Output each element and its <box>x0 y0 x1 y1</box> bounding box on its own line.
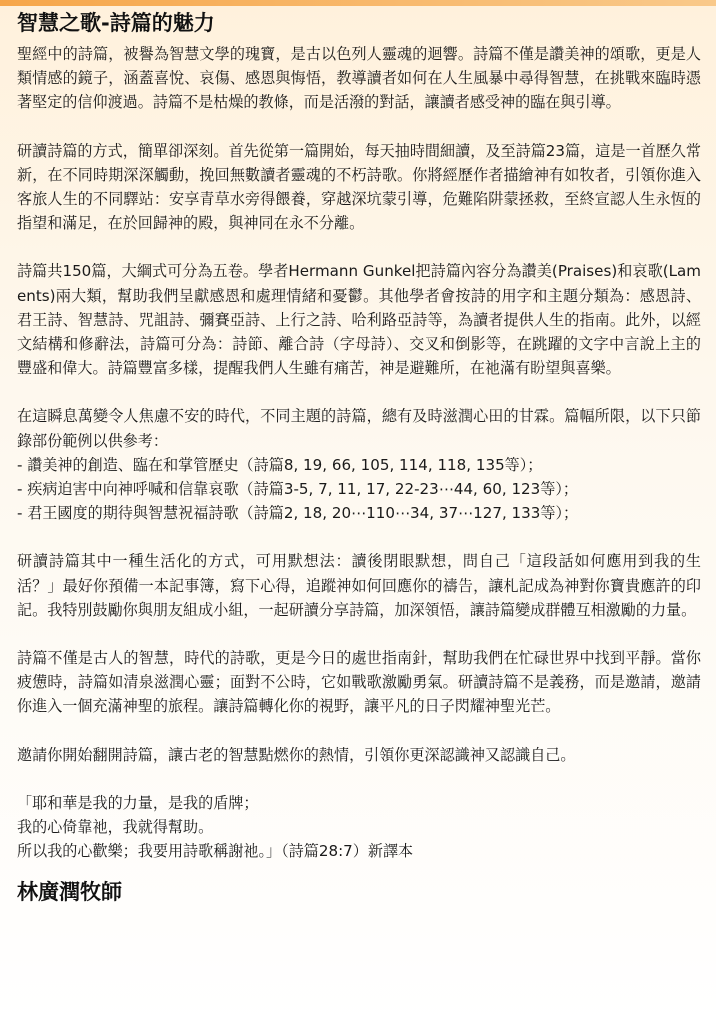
reference-item-praise: - 讚美神的創造、臨在和掌管歷史（詩篇8, 19, 66, 105, 114, 118, 135等）； <box>17 455 543 474</box>
paragraph-meditation: 研讀詩篇其中一種生活化的方式，可用默想法：讀後閉眼默想，問自己「這段話如何應用到我的生活？」最好你預備一本記事簿，寫下心得，追蹤神如何回應你的禱告，讓札記成為神對你寶貴應許的印記。我特別鼓勵你與朋友組成小組，一起研讀分享詩篇，加深領悟，讓詩篇變成群體互相激勵的力量。 <box>17 552 701 619</box>
quote-line-2: 我的心倚靠祂，我就得幫助。 <box>17 818 214 837</box>
quote-line-3: 所以我的心歡樂；我要用詩歌稱謝祂。」（詩篇28:7）新譯本 <box>17 842 414 861</box>
paragraph-relevance: 詩篇不僅是古人的智慧，時代的詩歌，更是今日的處世指南針，幫助我們在忙碌世界中找到平靜。當你疲憊時，詩篇如清泉滋潤心靈；面對不公時，它如戰歌激勵勇氣。研讀詩篇不是義務，而是邀請，邀請你進入一個充滿神聖的旅程。讓詩篇轉化你的視野，讓平凡的日子閃耀神聖光芒。 <box>17 649 701 716</box>
quote-line-1: 「耶和華是我的力量，是我的盾牌； <box>17 793 259 812</box>
paragraph-classification: 詩篇共150篇，大綱式可分為五卷。學者Hermann Gunkel把詩篇內容分為讚美(Praises)和哀歌(Laments)兩大類，幫助我們呈獻感恩和處理情緒和憂鬱。其他學者會按詩的用字和主題分類為：感恩詩、君王詩、智慧詩、咒詛詩、彌賽亞詩、上行之詩、哈利路亞詩等，為讀者提供人生的指南。此外，以經文結構和修辭法，詩篇可分為：詩節、離合詩（字母詩）、交叉和倒影等，在跳躍的文字中言說上主的豐盛和偉大。詩篇豐富多樣，提醒我們人生雖有痛苦，神是避難所，在祂滿有盼望與喜樂。 <box>17 262 701 378</box>
article-title: 智慧之歌-詩篇的魅力 <box>17 11 215 35</box>
reference-item-kingship: - 君王國度的期待與智慧祝福詩歌（詩篇2, 18, 20⋯110⋯34, 37⋯127, 133等）； <box>17 504 579 523</box>
author-signature: 林廣潤牧師 <box>17 880 122 905</box>
paragraph-invitation: 邀請你開始翻開詩篇，讓古老的智慧點燃你的熱情，引領你更深認識神又認識自己。 <box>17 745 576 764</box>
paragraph-examples-intro: 在這瞬息萬變令人焦慮不安的時代，不同主題的詩篇，總有及時滋潤心田的甘霖。篇幅所限，以下只節錄部份範例以供參考： <box>17 407 701 450</box>
reference-list <box>17 453 701 526</box>
article-body <box>17 8 701 907</box>
header-accent-bar <box>0 0 716 6</box>
paragraph-intro: 聖經中的詩篇，被譽為智慧文學的瑰寶，是古以色列人靈魂的迴響。詩篇不僅是讚美神的頌歌，更是人類情感的鏡子，涵蓋喜悅、哀傷、感恩與悔悟，教導讀者如何在人生風暴中尋得智慧，在挑戰來臨時憑著堅定的信仰渡過。詩篇不是枯燥的教條，而是活潑的對話，讓讀者感受神的臨在與引導。 <box>17 45 701 112</box>
paragraph-method: 研讀詩篇的方式，簡單卻深刻。首先從第一篇開始，每天抽時間細讀，及至詩篇23篇，這是一首歷久常新，在不同時期深深觸動，挽回無數讀者靈魂的不朽詩歌。你將經歷作者描繪神有如牧者，引領你進入客旅人生的不同驛站：安享青草水旁得餵養，穿越深坑蒙引導，危難陷阱蒙拯救，至終宣認人生永恆的指望和滿足，在於回歸神的殿，與神同在永不分離。 <box>17 141 701 233</box>
scripture-quote <box>17 791 701 864</box>
reference-item-lament: - 疾病迫害中向神呼喊和信靠哀歌（詩篇3-5, 7, 11, 17, 22-23⋯44, 60, 123等）； <box>17 480 578 499</box>
